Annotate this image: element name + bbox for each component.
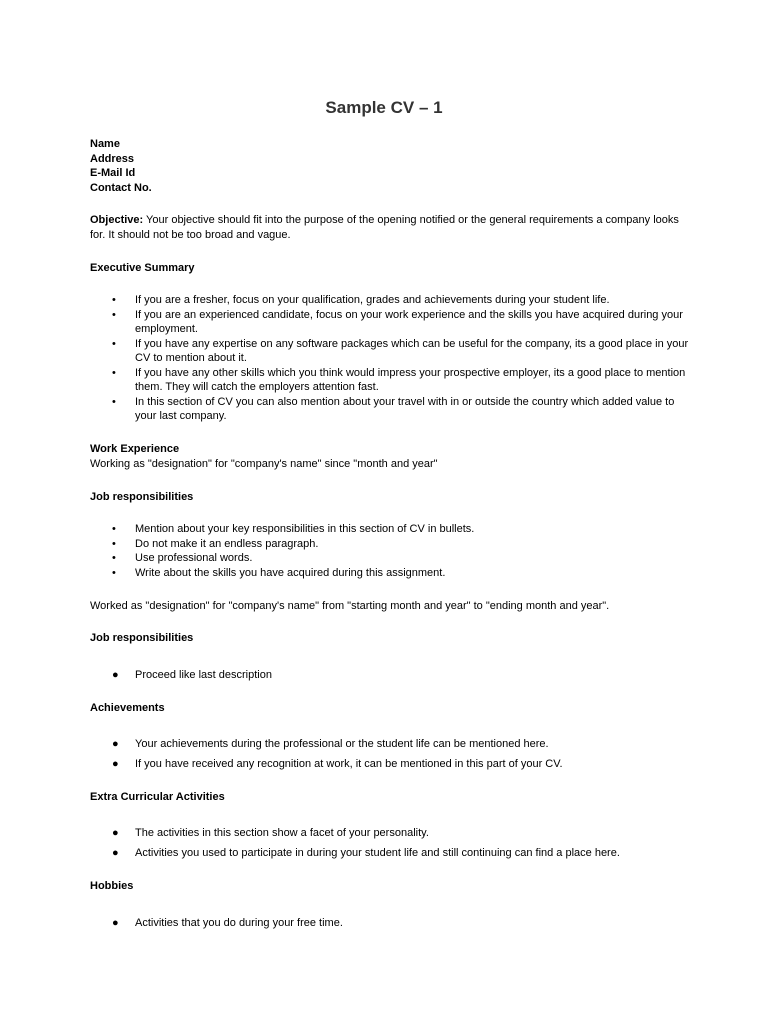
bullet-icon: • <box>112 566 116 579</box>
executive-summary-heading: Executive Summary <box>90 262 195 274</box>
list-item: • Mention about your key responsibilities in this section of CV in bullets. <box>112 523 475 535</box>
list-item: ● Activities you used to participate in during your student life and still continuing can find a place here. <box>112 846 620 859</box>
bullet-icon: ● <box>112 917 119 929</box>
list-item: ● If you have received any recognition at work, it can be mentioned in this part of your CV. <box>112 757 563 770</box>
bullet-icon: • <box>112 537 116 550</box>
bullet-icon: ● <box>112 757 119 770</box>
list-item: ● Activities that you do during your free time. <box>112 917 343 929</box>
work-experience-heading: Work Experience <box>90 443 180 455</box>
objective-paragraph <box>90 213 680 242</box>
job-responsibilities-list-2 <box>90 668 690 683</box>
bullet-icon: • <box>112 552 116 564</box>
list-item: • If you are a fresher, focus on your qualification, grades and achievements during your student life. <box>112 294 610 306</box>
list-item: ● Your achievements during the professional or the student life can be mentioned here. <box>112 738 549 750</box>
list-item: • Use professional words. <box>112 552 253 564</box>
list-item: • If you have any other skills which you think would impress your prospective employer, its a good place to mention them. They will catch the employers attention fast. <box>112 366 686 393</box>
achievements-heading: Achievements <box>90 702 165 714</box>
bullet-icon: • <box>112 366 116 379</box>
job-responsibilities-heading-1: Job responsibilities <box>90 491 194 503</box>
bullet-icon: • <box>112 395 116 408</box>
contact-block <box>90 137 152 195</box>
executive-summary-list <box>90 293 690 424</box>
objective-label: Objective: <box>90 214 144 226</box>
job-responsibilities-heading-2: Job responsibilities <box>90 632 194 644</box>
bullet-icon: • <box>112 294 116 306</box>
contact-phone: Contact No. <box>90 181 152 194</box>
bullet-icon: • <box>112 523 116 535</box>
list-item: • In this section of CV you can also mention about your travel with in or outside the country which added value to your last company. <box>112 395 675 422</box>
achievements-list <box>90 737 690 776</box>
hobbies-list <box>90 916 690 931</box>
list-item: • If you are an experienced candidate, focus on your work experience and the skills you have acquired during your employment. <box>112 308 683 335</box>
list-item: • Write about the skills you have acquired during this assignment. <box>112 566 446 579</box>
contact-address: Address <box>90 152 135 165</box>
list-item: • If you have any expertise on any software packages which can be useful for the company, its a good place in your CV to mention about it. <box>112 337 689 364</box>
page-title: Sample CV – 1 <box>325 98 443 117</box>
bullet-icon: ● <box>112 846 119 859</box>
bullet-icon: ● <box>112 827 119 839</box>
hobbies-heading: Hobbies <box>90 880 134 892</box>
worked-as-line: Worked as "designation" for "company's name" from "starting month and year" to "ending month and year". <box>90 600 610 612</box>
contact-name: Name <box>90 138 120 150</box>
work-experience-line: Working as "designation" for "company's name" since "month and year" <box>90 458 438 470</box>
bullet-icon: • <box>112 337 116 350</box>
extra-curricular-list <box>90 826 690 865</box>
list-item: • Do not make it an endless paragraph. <box>112 537 319 550</box>
extra-curricular-heading: Extra Curricular Activities <box>90 791 225 803</box>
objective-text: Your objective should fit into the purpose of the opening notified or the general requirements a company looks for. It should not be too broad and vague. <box>90 214 679 241</box>
contact-email: E-Mail Id <box>90 167 136 179</box>
bullet-icon: • <box>112 308 116 321</box>
list-item: ● Proceed like last description <box>112 669 272 681</box>
bullet-icon: ● <box>112 738 119 750</box>
job-responsibilities-list-1 <box>90 522 690 580</box>
list-item: ● The activities in this section show a facet of your personality. <box>112 827 429 839</box>
bullet-icon: ● <box>112 669 119 681</box>
